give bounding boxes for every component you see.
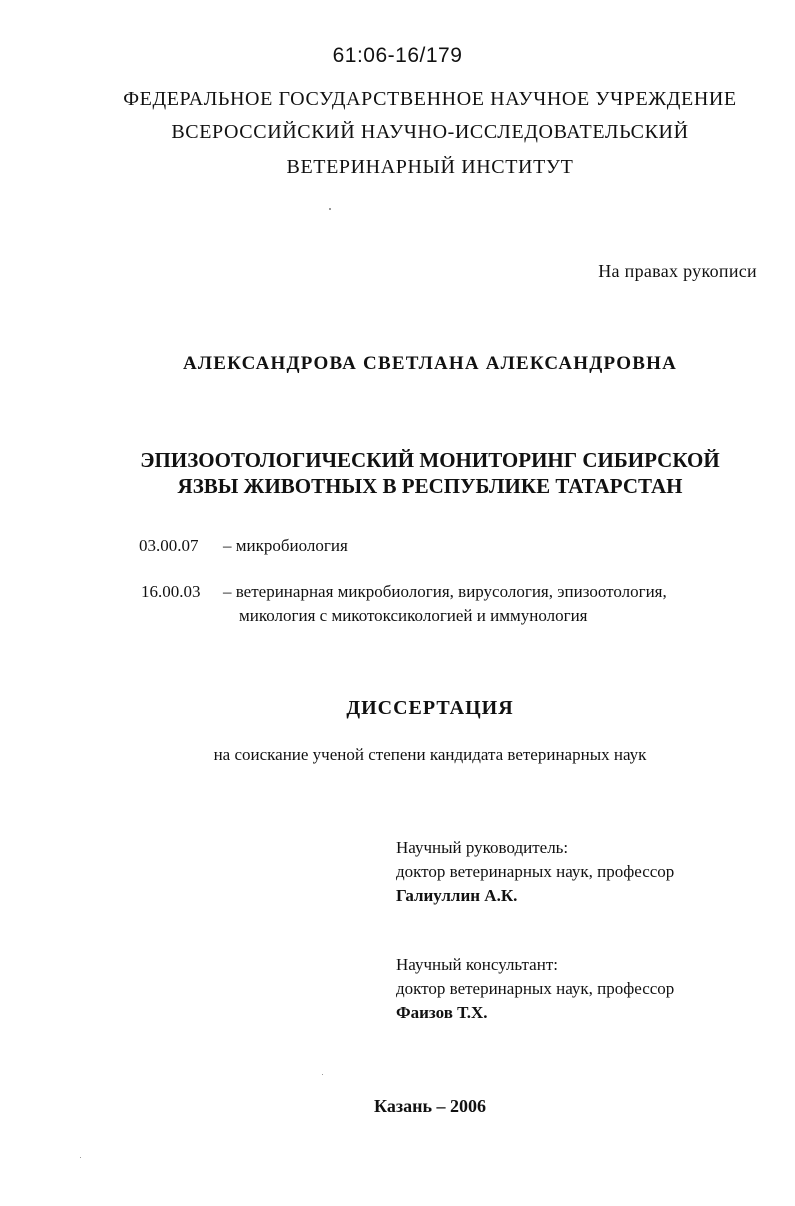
specialty-description-continued: микология с микотоксикологией и иммунология [239, 606, 588, 625]
supervisor-label: Научный руководитель: [396, 838, 569, 857]
author-name: АЛЕКСАНДРОВА СВЕТЛАНА АЛЕКСАНДРОВНА [183, 353, 677, 374]
specialty-description: – ветеринарная микробиология, вирусология, эпизоотология, [223, 582, 667, 601]
consultant-name: Фаизов Т.Х. [396, 1003, 488, 1022]
consultant-label: Научный консультант: [396, 955, 558, 974]
rights-note: На правах рукописи [598, 261, 757, 281]
scan-speck [322, 1074, 323, 1075]
institution-line-1: ФЕДЕРАЛЬНОЕ ГОСУДАРСТВЕННОЕ НАУЧНОЕ УЧРЕЖДЕНИЕ [123, 88, 737, 110]
thesis-title-line-2: ЯЗВЫ ЖИВОТНЫХ В РЕСПУБЛИКЕ ТАТАРСТАН [177, 474, 683, 498]
scan-speck [80, 1157, 81, 1158]
consultant-title: доктор ветеринарных наук, профессор [396, 979, 675, 998]
specialty-code: 03.00.07 [139, 536, 199, 555]
specialty-code: 16.00.03 [141, 582, 201, 601]
degree-statement: на соискание ученой степени кандидата ветеринарных наук [213, 745, 647, 764]
institution-line-2: ВСЕРОССИЙСКИЙ НАУЧНО-ИССЛЕДОВАТЕЛЬСКИЙ [171, 121, 689, 143]
archive-code: 61:06-16/179 [332, 44, 463, 67]
institution-line-3: ВЕТЕРИНАРНЫЙ ИНСТИТУТ [286, 156, 574, 178]
scan-speck [329, 208, 331, 210]
city-year: Казань – 2006 [374, 1096, 486, 1116]
thesis-title-line-1: ЭПИЗООТОЛОГИЧЕСКИЙ МОНИТОРИНГ СИБИРСКОЙ [140, 448, 720, 472]
specialty-description: – микробиология [223, 536, 348, 555]
supervisor-name: Галиуллин А.К. [396, 886, 518, 905]
document-type: ДИССЕРТАЦИЯ [346, 697, 514, 719]
supervisor-title: доктор ветеринарных наук, профессор [396, 862, 675, 881]
